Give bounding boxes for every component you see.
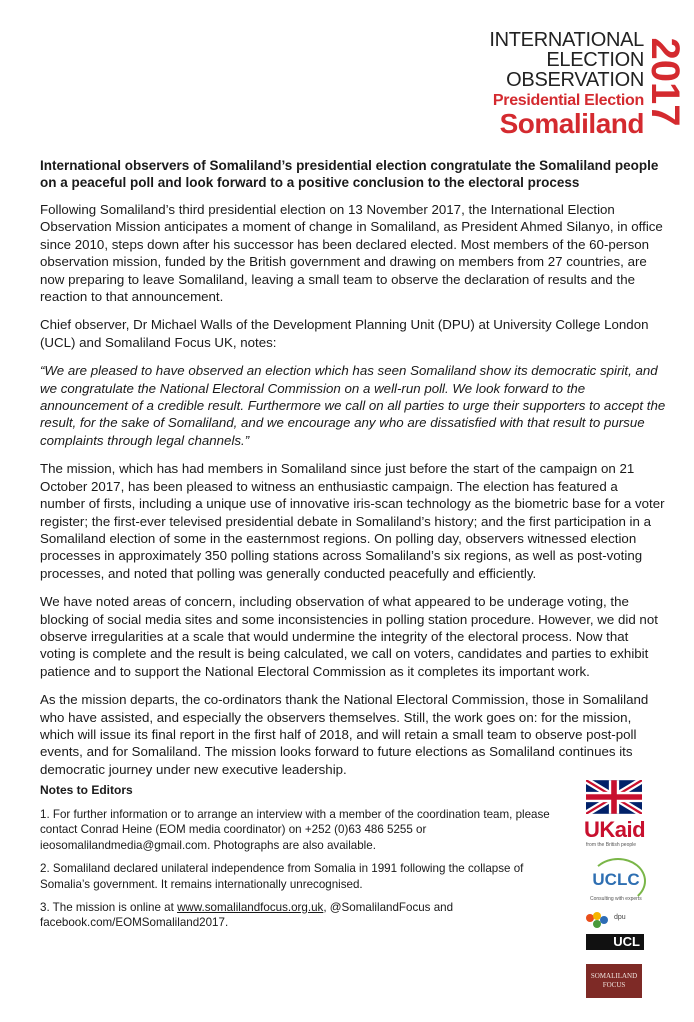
notes-to-editors <box>40 783 560 939</box>
note-3 <box>40 900 560 931</box>
somaliland-focus-logo <box>586 964 642 998</box>
paragraph-intro: Following Somaliland’s third presidential election on 13 November 2017, the International Election Observation Mission anticipates a moment of change in Somaliland, as President Ahmed Silanyo, in office since 2010, steps down after his successor has been declared elected. Most members of the 60-person observation mission, funded by the British government and drawing on members from 27 countries, are now preparing to leave Somaliland, leaving a small team to observe the declaration of results and the reaction to that announcement. <box>40 202 663 305</box>
note-3-suffix: , @SomalilandFocus and facebook.com/EOMSomaliland2017. <box>40 901 454 930</box>
uclc-tagline: Consulting with experts <box>590 896 642 902</box>
focus-line-2: FOCUS <box>602 981 626 989</box>
election-observation-logo <box>482 28 687 139</box>
dpu-logo <box>586 912 646 932</box>
logo-year-text: 2017 <box>643 37 687 127</box>
logo-country: Somaliland <box>499 108 644 139</box>
paragraph-concerns: We have noted areas of concern, including observation of what appeared to be underage voting, the blocking of social media sites and some inconsistencies in polling station procedure. However, we did not observe irregularities at a scale that would undermine the integrity of the electoral process. Now that voting is complete and the result is being calculated, we call on voters, candidates and parties to exhibit patience and to support the National Electoral Commission as it completes its important work. <box>40 594 658 679</box>
note-3-prefix: 3. The mission is online at <box>40 901 178 915</box>
paragraph-quote: “We are pleased to have observed an election which has seen Somaliland show its democratic spirit, and we congratulate the National Electoral Commission on a well-run poll. We look forward to the announcement of a credible result. Furthermore we call on all parties to urge their supporters to accept the result, for the sake of Somaliland, and we encourage any who are dissatisfied with that result to pursue complaints through legal channels.” <box>40 363 666 448</box>
logo-line-election: ELECTION <box>546 49 644 71</box>
website-link[interactable]: www.somalilandfocus.org.uk <box>177 901 324 915</box>
logo-year <box>643 34 687 130</box>
logo-line-international: INTERNATIONAL <box>489 29 644 51</box>
logo-text <box>489 30 644 138</box>
uclc-logo <box>586 856 646 902</box>
notes-title: Notes to Editors <box>40 783 133 797</box>
note-1: 1. For further information or to arrange an interview with a member of the coordination team, please contact Conrad Heine (EOM media coordinator) on +252 (0)63 486 5255 or ieosomalilandmedia@gmail.com. Photographs are also available. <box>40 808 550 852</box>
union-jack-icon <box>586 780 642 814</box>
headline: International observers of Somaliland’s presidential election congratulate the Somaliland people on a peaceful poll and look forward to a positive conclusion to the electoral process <box>40 158 659 190</box>
paragraph-chief-observer: Chief observer, Dr Michael Walls of the Development Planning Unit (DPU) at University College London (UCL) and Somaliland Focus UK, notes: <box>40 317 649 350</box>
dpu-text: dpu <box>614 914 626 921</box>
paragraph-mission: The mission, which has had members in Somaliland since just before the start of the campaign on 21 October 2017, has been pleased to witness an enthusiastic campaign. The election has featured a number of firsts, including a unique use of innovative iris-scan technology as the biometric base for a voter register; the first-ever televised presidential debate in Somaliland’s history; and the first participation in a Somaliland election of some in the easternmost regions. On polling day, observers witnessed election processes in approximately 350 polling stations across Somaliland’s six regions, as well as post-voting processes, and noted that polling was generally conducted peacefully and efficiently. <box>40 461 665 581</box>
logo-line-observation: OBSERVATION <box>506 69 644 91</box>
press-release-body <box>40 157 666 789</box>
uclc-text: UCLC <box>592 870 640 889</box>
focus-line-1: SOMALILAND <box>590 972 638 980</box>
note-2: 2. Somaliland declared unilateral independence from Somalia in 1991 following the collapse of Somalia’s government. It remains internationally unrecognised. <box>40 862 524 891</box>
ucl-logo: UCL <box>586 934 644 950</box>
paragraph-departure: As the mission departs, the co-ordinators thank the National Electoral Commission, those in Somaliland who have assisted, and especially the observers themselves. Still, the work goes on: for the mission, which will issue its final report in the first half of 2018, and will retain a small team to observe post-poll events, and for Somaliland. The mission looks forward to future elections as Somaliland continues its democratic journey under new executive leadership. <box>40 692 649 777</box>
logo-subtitle: Presidential Election <box>492 92 644 109</box>
ukaid-logo: UKaid <box>584 817 646 842</box>
ukaid-tagline: from the British people <box>586 842 637 848</box>
